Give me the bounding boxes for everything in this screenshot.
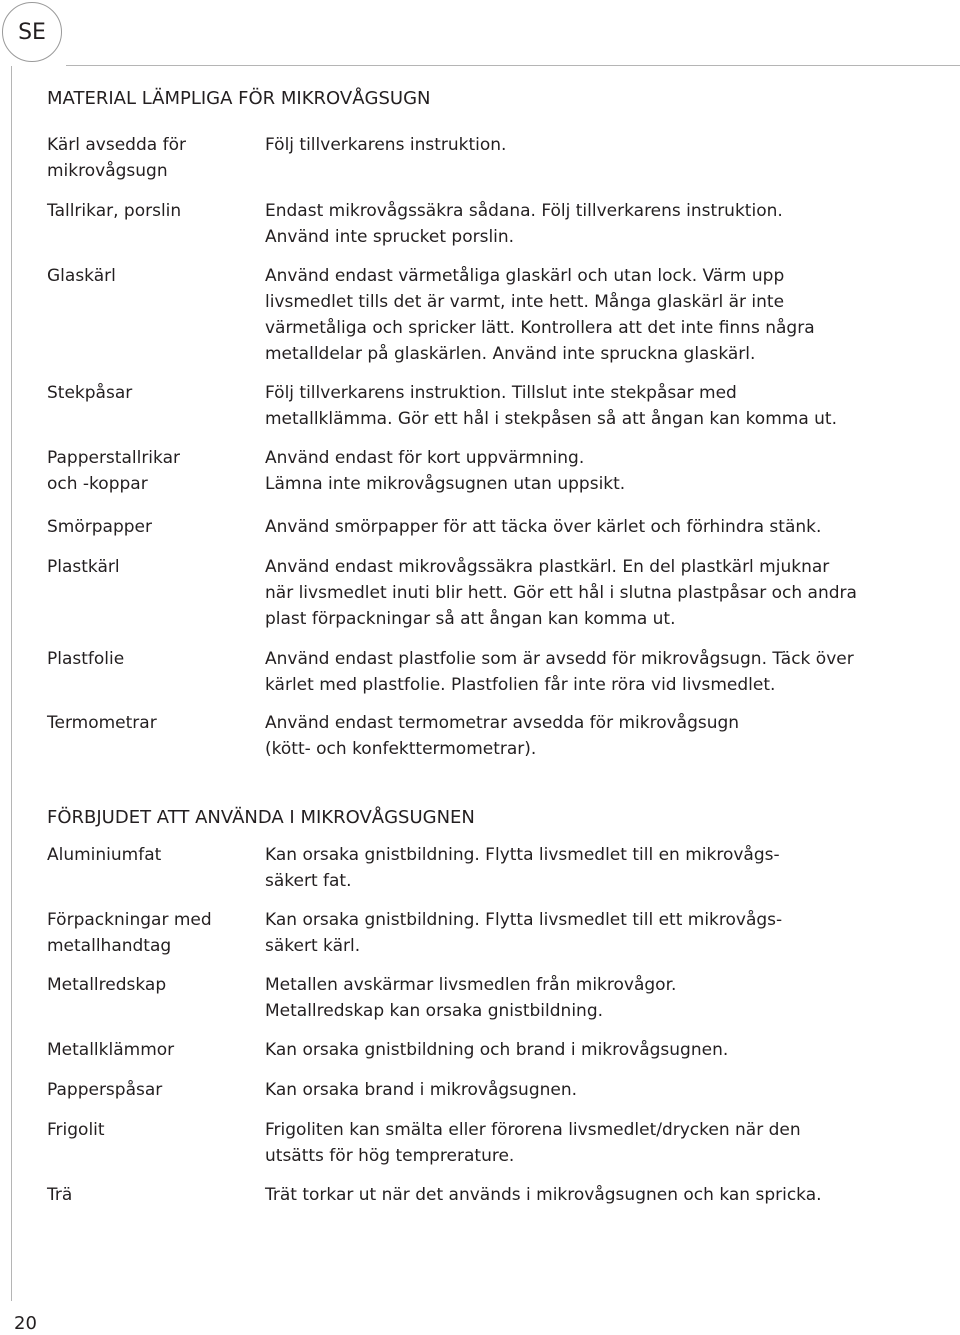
material-instruction: Använd endast termometrar avsedda för mikrovågsugn (kött- och konfekttermometrar). <box>265 713 740 759</box>
material-label: Papperspåsar <box>47 1080 163 1100</box>
material-instruction: Frigoliten kan smälta eller förorena livsmedlet/drycken när den utsätts för hög temprerature. <box>265 1120 801 1166</box>
material-instruction: Använd endast för kort uppvärmning. Lämna inte mikrovågsugnen utan uppsikt. <box>265 448 626 494</box>
material-label: Aluminiumfat <box>47 845 162 865</box>
material-label: Tallrikar, porslin <box>47 201 182 221</box>
header-rule <box>66 0 960 66</box>
section-title-suitable: MATERIAL LÄMPLIGA FÖR MIKROVÅGSUGN <box>47 88 431 109</box>
material-label: Smörpapper <box>47 517 152 537</box>
material-instruction: Använd smörpapper för att täcka över kärlet och förhindra stänk. <box>265 517 822 537</box>
material-label: Plastkärl <box>47 557 120 577</box>
material-instruction: Använd endast plastfolie som är avsedd för mikrovågsugn. Täck över kärlet med plastfolie. Plastfolien får inte röra vid livsmedlet. <box>265 649 854 695</box>
side-rule <box>0 66 12 1301</box>
material-instruction: Använd endast mikrovågssäkra plastkärl. En del plastkärl mjuknar när livsmedlet inuti blir hett. Gör ett hål i slutna plastpåsar och andra plast förpackningar så att ångan kan komma ut. <box>265 557 857 629</box>
material-instruction: Kan orsaka gnistbildning. Flytta livsmedlet till ett mikrovågs- säkert kärl. <box>265 910 783 956</box>
material-instruction: Kan orsaka gnistbildning och brand i mikrovågsugnen. <box>265 1040 729 1060</box>
material-label: Förpackningar med metallhandtag <box>47 910 212 956</box>
material-label: Trä <box>47 1185 73 1205</box>
material-instruction: Metallen avskärmar livsmedlen från mikrovågor. Metallredskap kan orsaka gnistbildning. <box>265 975 677 1021</box>
material-label: Kärl avsedda för mikrovågsugn <box>47 135 186 181</box>
material-label: Metallredskap <box>47 975 167 995</box>
material-label: Papperstallrikar och -koppar <box>47 448 180 494</box>
material-instruction: Endast mikrovågssäkra sådana. Följ tillverkarens instruktion. Använd inte sprucket porslin. <box>265 201 783 247</box>
material-label: Stekpåsar <box>47 383 133 403</box>
material-label: Metallklämmor <box>47 1040 175 1060</box>
language-badge: SE <box>2 2 62 62</box>
page-number: 20 <box>14 1313 37 1334</box>
material-instruction: Följ tillverkarens instruktion. Tillslut inte stekpåsar med metallklämma. Gör ett hål i stekpåsen så att ångan kan komma ut. <box>265 383 837 429</box>
material-instruction: Kan orsaka brand i mikrovågsugnen. <box>265 1080 578 1100</box>
material-label: Glaskärl <box>47 266 116 286</box>
material-instruction: Kan orsaka gnistbildning. Flytta livsmedlet till en mikrovågs- säkert fat. <box>265 845 780 891</box>
material-label: Termometrar <box>47 713 157 733</box>
section-title-forbidden: FÖRBJUDET ATT ANVÄNDA I MIKROVÅGSUGNEN <box>47 807 475 828</box>
material-label: Plastfolie <box>47 649 125 669</box>
material-instruction: Följ tillverkarens instruktion. <box>265 135 507 155</box>
material-instruction: Trät torkar ut när det används i mikrovågsugnen och kan spricka. <box>265 1185 822 1205</box>
material-instruction: Använd endast värmetåliga glaskärl och utan lock. Värm upp livsmedlet tills det är varmt, inte hett. Många glaskärl är inte värmetåliga och spricker lätt. Kontrollera att det inte finns några metalldelar på glaskärlen. Använd inte spruckna glaskärl. <box>265 266 815 364</box>
material-label: Frigolit <box>47 1120 105 1140</box>
